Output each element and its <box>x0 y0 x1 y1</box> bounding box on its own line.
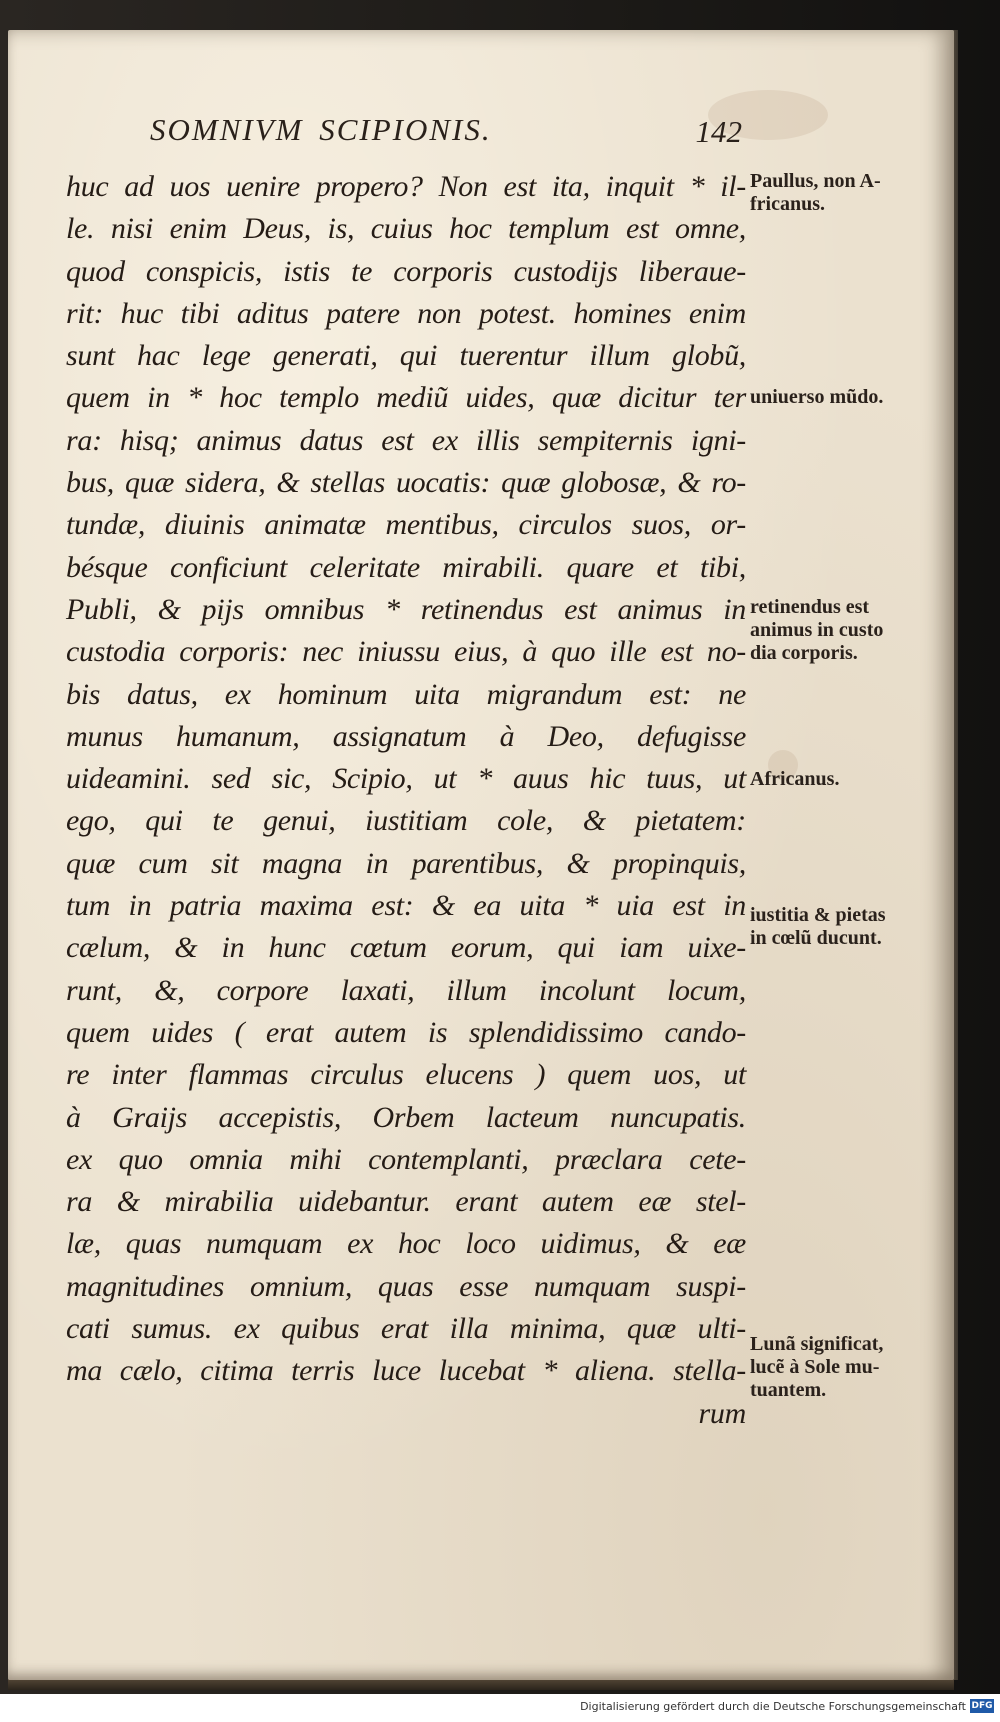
text-line: bésque conficiunt celeritate mirabili. quare et tibi, <box>66 550 746 584</box>
marginal-note <box>750 768 930 791</box>
text-line: le. nisi enim Deus, is, cuius hoc templum est omne, <box>66 212 746 246</box>
marginal-note-line: dia corporis. <box>750 642 858 664</box>
digitization-footer <box>0 1694 1000 1722</box>
text-line: uideamini. sed sic, Scipio, ut * auus hic tuus, ut <box>66 762 746 796</box>
text-line: cati sumus. ex quibus erat illa minima, quæ ulti- <box>66 1312 746 1346</box>
text-line: ra & mirabilia uidebantur. erant autem eæ stel- <box>66 1185 746 1219</box>
text-line: magnitudines omnium, quas esse numquam suspi- <box>66 1269 746 1303</box>
text-line: tum in patria maxima est: & ea uita * uia est in <box>66 889 746 923</box>
text-line: sunt hac lege generati, qui tuerentur illum globũ, <box>66 339 746 373</box>
marginal-note-line: animus in custo <box>750 619 884 641</box>
marginal-note-line: Lunã significat, <box>750 1333 884 1355</box>
page-number: 142 <box>695 114 742 149</box>
text-line: quod conspicis, istis te corporis custodijs liberaue- <box>66 254 746 288</box>
text-line: custodia corporis: nec iniussu eius, à quo ille est no- <box>66 635 746 669</box>
catchword: rum <box>698 1396 746 1430</box>
text-line: quæ cum sit magna in parentibus, & propinquis, <box>66 846 746 880</box>
text-line: bis datus, ex hominum uita migrandum est: ne <box>66 677 746 711</box>
marginal-note <box>750 1333 930 1402</box>
text-line: quem in * hoc templo mediũ uides, quæ dicitur ter <box>66 381 746 415</box>
text-line: munus humanum, assignatum à Deo, defugisse <box>66 719 746 753</box>
text-line: ex quo omnia mihi contemplanti, præclara cete- <box>66 1142 746 1176</box>
marginal-note <box>750 596 930 665</box>
marginal-note <box>750 170 930 216</box>
marginal-note-line: in cœlũ ducunt. <box>750 927 882 949</box>
text-line: huc ad uos uenire propero? Non est ita, inquit * il- <box>66 170 746 203</box>
text-line: rit: huc tibi aditus patere non potest. homines enim <box>66 296 746 330</box>
marginal-note-line: lucẽ à Sole mu- <box>750 1356 880 1378</box>
text-line: Publi, & pijs omnibus * retinendus est animus in <box>66 592 746 626</box>
dfg-logo: DFG <box>971 1701 993 1711</box>
marginal-note-line: Paullus, non A- <box>750 170 881 192</box>
marginal-note <box>750 904 930 950</box>
text-line: à Graijs accepistis, Orbem lacteum nuncupatis. <box>66 1100 746 1134</box>
marginal-note-line: iustitia & pietas <box>750 904 886 926</box>
body-text <box>66 166 746 1435</box>
text-line: ma cælo, citima terris luce lucebat * aliena. stella- <box>66 1354 746 1388</box>
text-line: re inter flammas circulus elucens ) quem uos, ut <box>66 1058 746 1092</box>
marginal-note-line: retinendus est <box>750 596 870 618</box>
marginal-note <box>750 386 930 409</box>
page-header <box>150 112 750 156</box>
footer-credit: Digitalisierung gefördert durch die Deutsche Forschungsgemeinschaft <box>580 1700 966 1713</box>
running-title: SOMNIVM SCIPIONIS. <box>150 112 492 147</box>
marginal-note-line: fricanus. <box>750 193 825 215</box>
marginal-note-line: tuantem. <box>750 1379 827 1401</box>
text-line: ra: hisq; animus datus est ex illis sempiternis igni- <box>66 423 746 457</box>
text-line: ego, qui te genui, iustitiam cole, & pietatem: <box>66 804 746 838</box>
text-line: tundæ, diuinis animatæ mentibus, circulos suos, or- <box>66 508 746 542</box>
marginal-note-line: uniuerso mũdo. <box>750 386 884 408</box>
text-line: runt, &, corpore laxati, illum incolunt locum, <box>66 973 746 1007</box>
marginal-note-line: Africanus. <box>750 768 840 790</box>
text-line: læ, quas numquam ex hoc loco uidimus, & eæ <box>66 1227 746 1261</box>
text-line: cælum, & in hunc cœtum eorum, qui iam uixe- <box>66 931 746 965</box>
text-line: quem uides ( erat autem is splendidissimo cando- <box>66 1015 746 1049</box>
text-line: bus, quæ sidera, & stellas uocatis: quæ globosæ, & ro- <box>66 466 746 500</box>
